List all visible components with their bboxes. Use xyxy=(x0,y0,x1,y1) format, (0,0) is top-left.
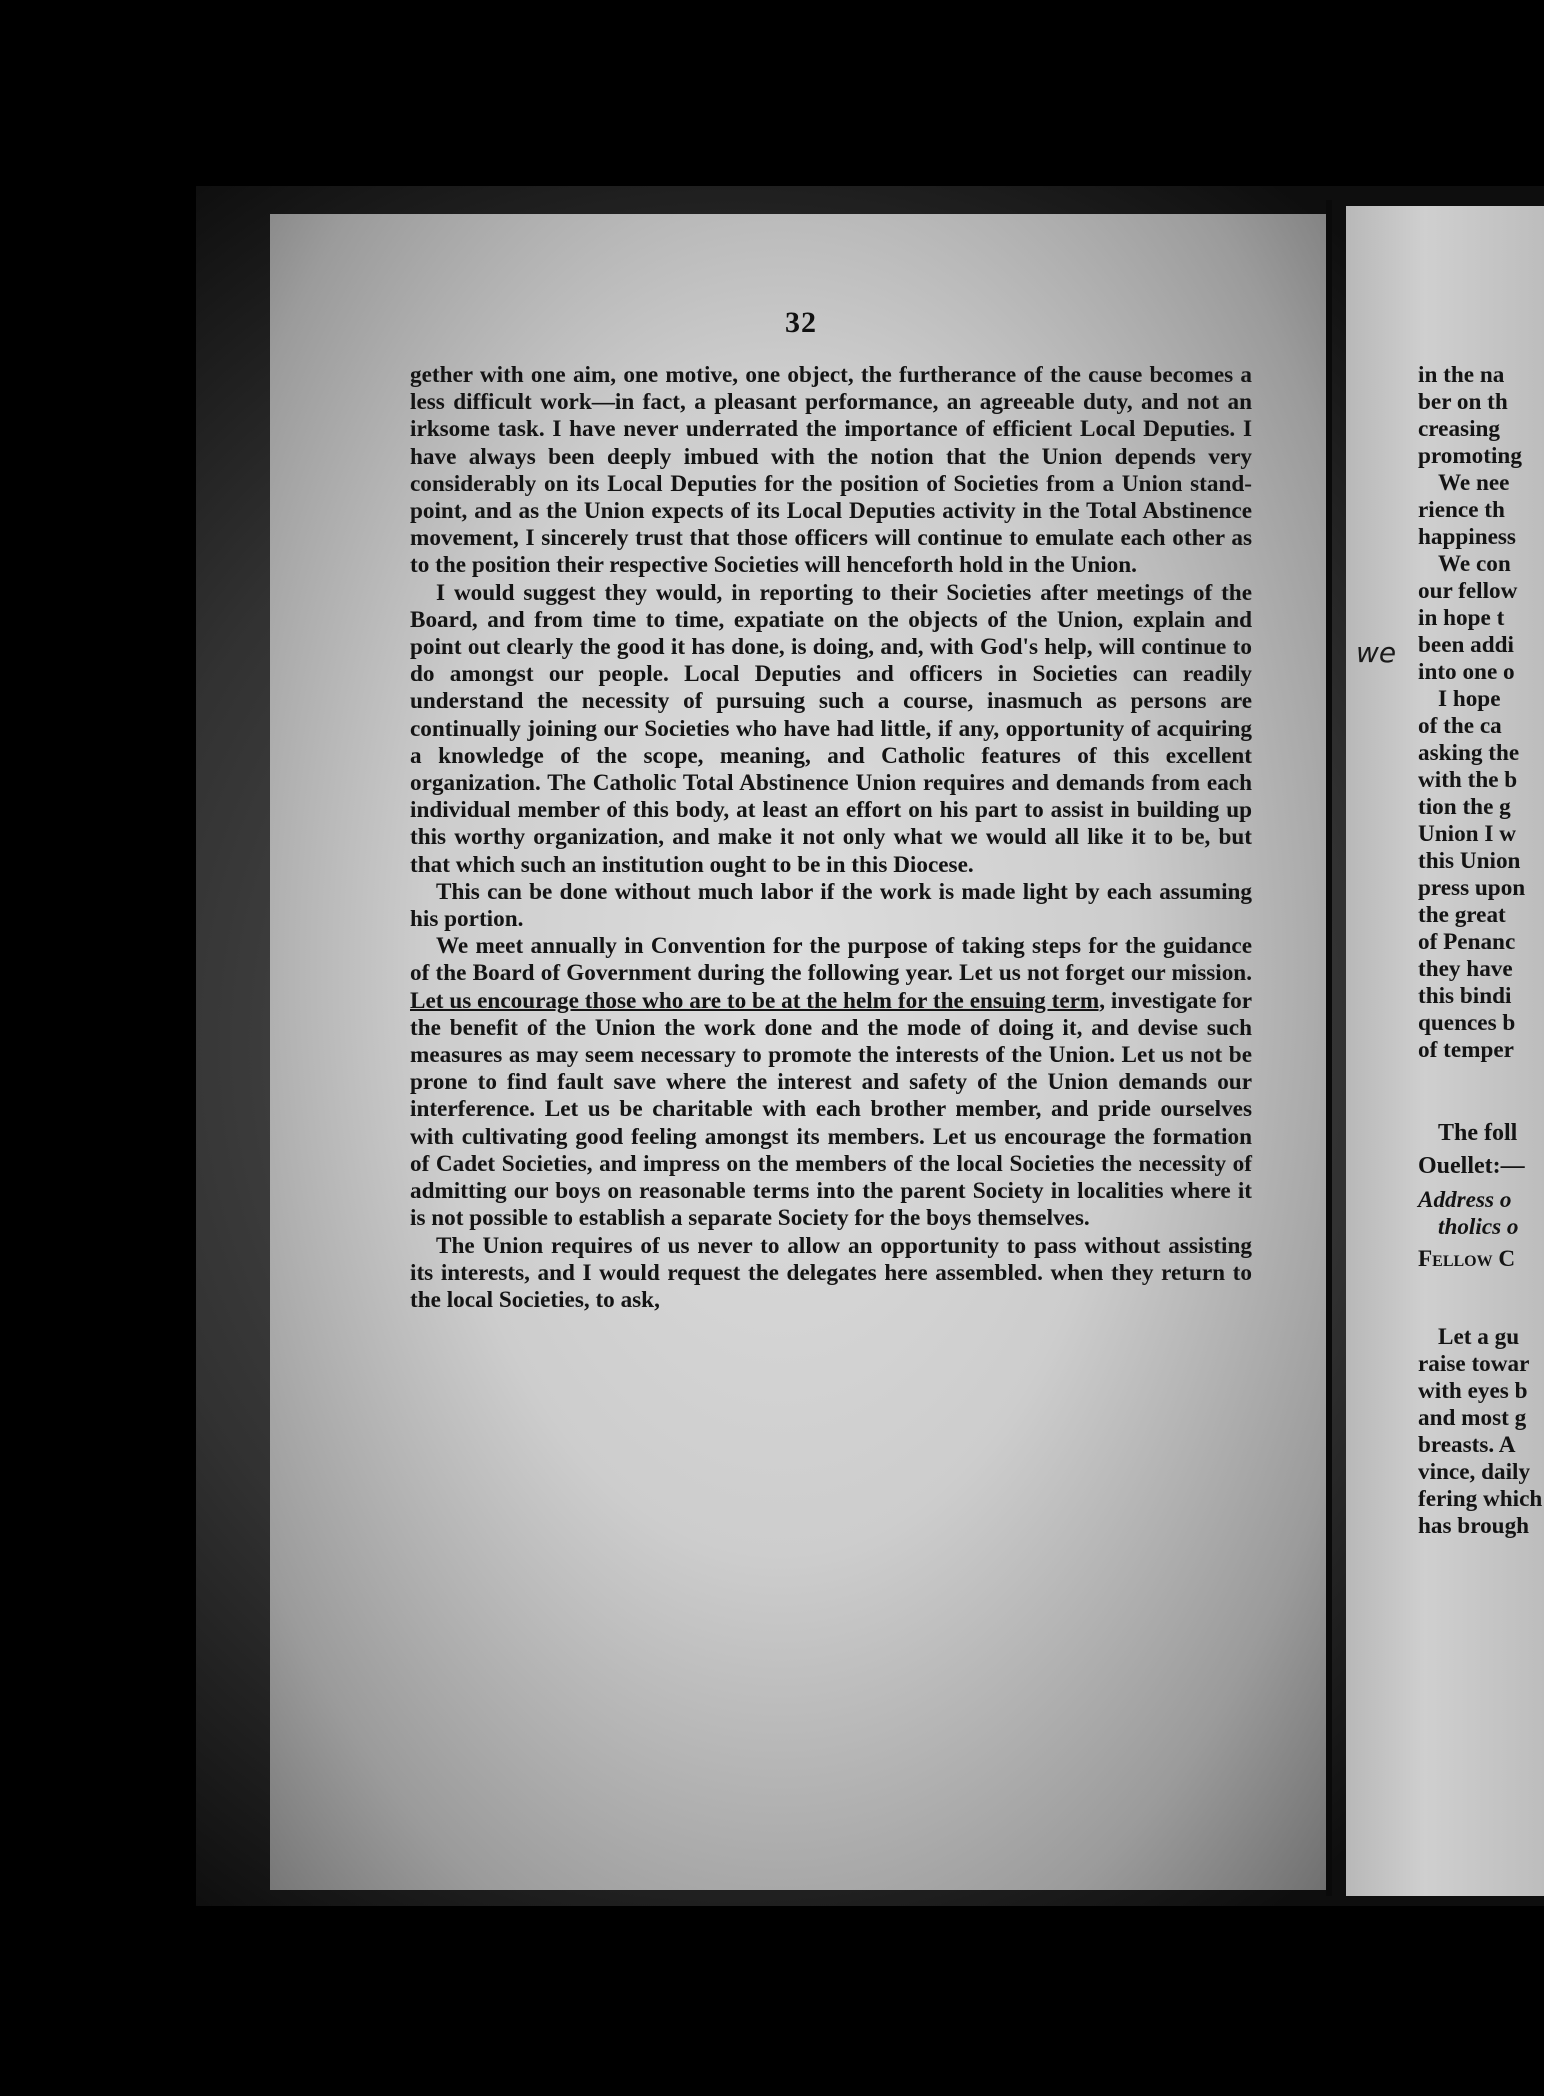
right-line: raise towar xyxy=(1418,1351,1530,1377)
paragraph-1: gether with one aim, one motive, one object, the furtherance of the cause becomes a less difficult work—in fact, a pleasant performance, an agreeable duty, and not an irksome task. I have never underrated the importance of efficient Local Deputies. I have always been deeply imbued with the notion that the Union depends very considerably on its Local Deputies for the position of Societies from a Union stand-point, and as the Union expects of its Local Deputies activity in the Total Abstinence movement, I sincerely trust that those officers will continue to emulate each other as to the position their respective Societies will henceforth hold in the Union. xyxy=(410,362,1252,579)
right-line: been addi xyxy=(1418,632,1514,658)
paragraph-4-text: We meet annually in Convention for the purpose of taking steps for the guidance of the Board of Government during the following year. Let us not forget our mission. xyxy=(410,933,1252,987)
right-line: asking the xyxy=(1418,740,1520,766)
right-line: of the ca xyxy=(1418,713,1502,739)
right-line: I hope xyxy=(1438,686,1501,712)
right-line: Ouellet:— xyxy=(1418,1153,1525,1179)
page-number: 32 xyxy=(785,306,817,339)
right-line: The foll xyxy=(1438,1120,1518,1146)
handwritten-note: we xyxy=(1356,636,1397,669)
left-page xyxy=(270,214,1332,1890)
right-line: has brough xyxy=(1418,1513,1530,1539)
right-line: tholics o xyxy=(1438,1214,1519,1240)
right-line: happiness xyxy=(1418,524,1516,550)
paragraph-2: I would suggest they would, in reporting to their Societies after meetings of the Board, and from time to time, expatiate on the objects of the Union, explain and point out clearly the good it has done, is doing, and, with God's help, will continue to do amongst our people. Local Deputies and officers in Societies can readily understand the necessity of pursuing such a course, inasmuch as persons are continually joining our Societies who have had little, if any, opportunity of acquiring a knowledge of the scope, meaning, and Catholic features of this excellent organization. The Catholic Total Abstinence Union requires and demands from each individual member of this body, at least an effort on his part to assist in building up this worthy organization, and make it not only what we would all like it to be, but that which such an institution ought to be in this Diocese. xyxy=(410,579,1252,878)
right-line: press upon xyxy=(1418,875,1526,901)
right-line: Let a gu xyxy=(1438,1324,1520,1350)
page-gutter xyxy=(1326,200,1332,1896)
right-line: and most g xyxy=(1418,1405,1527,1431)
right-line: in hope t xyxy=(1418,605,1505,631)
right-line: Fellow C xyxy=(1418,1246,1516,1272)
right-line: Address o xyxy=(1418,1187,1512,1213)
right-page-fragment xyxy=(1346,206,1544,1896)
right-line: promoting xyxy=(1418,443,1522,469)
right-line: with eyes b xyxy=(1418,1378,1528,1404)
paragraph-4-continuation: investigate for the benefit of the Union the work done and the mode of doing it, and devise such measures as may seem necessary to promote the interests of the Union. Let us not be prone to find fault save where the interest and safety of the Union demands our interference. Let us be charitable with each brother member, and pride ourselves with cultivating good feeling amongst its members. Let us encourage the formation of Cadet Societies, and impress on the members of the local Societies the necessity of admitting our boys on reasonable terms into the parent Society in localities where it is not possible to establish a separate Society for the boys themselves. xyxy=(410,987,1252,1232)
right-line: creasing xyxy=(1418,416,1501,442)
right-line: in the na xyxy=(1418,362,1505,388)
right-line: this Union xyxy=(1418,848,1521,874)
right-line: the great xyxy=(1418,902,1506,928)
right-line: We nee xyxy=(1438,470,1510,496)
right-line: tion the g xyxy=(1418,794,1511,820)
right-line: our fellow xyxy=(1418,578,1518,604)
right-line: ber on th xyxy=(1418,389,1508,415)
body-text xyxy=(410,362,1252,1314)
right-line: this bindi xyxy=(1418,983,1512,1009)
paragraph-3: This can be done without much labor if the work is made light by each assuming his portion. xyxy=(410,878,1252,933)
right-line: Union I w xyxy=(1418,821,1516,847)
paragraph-5: The Union requires of us never to allow an opportunity to pass without assisting its interests, and I would request the delegates here assembled. when they return to the local Societies, to ask, xyxy=(410,1232,1252,1313)
right-line: We con xyxy=(1438,551,1511,577)
right-line: they have xyxy=(1418,956,1513,982)
underlined-passage: Let us encourage those who are to be at the helm for the ensuing term, xyxy=(410,987,1106,1014)
right-line: with the b xyxy=(1418,767,1518,793)
paragraph-4 xyxy=(410,933,1252,1232)
right-line: fering which xyxy=(1418,1486,1543,1512)
right-line: breasts. A xyxy=(1418,1432,1516,1458)
right-line: of Penanc xyxy=(1418,929,1516,955)
right-line: of temper xyxy=(1418,1037,1514,1063)
right-line: into one o xyxy=(1418,659,1515,685)
right-line: vince, daily xyxy=(1418,1459,1531,1485)
right-line: rience th xyxy=(1418,497,1505,523)
right-line: quences b xyxy=(1418,1010,1516,1036)
